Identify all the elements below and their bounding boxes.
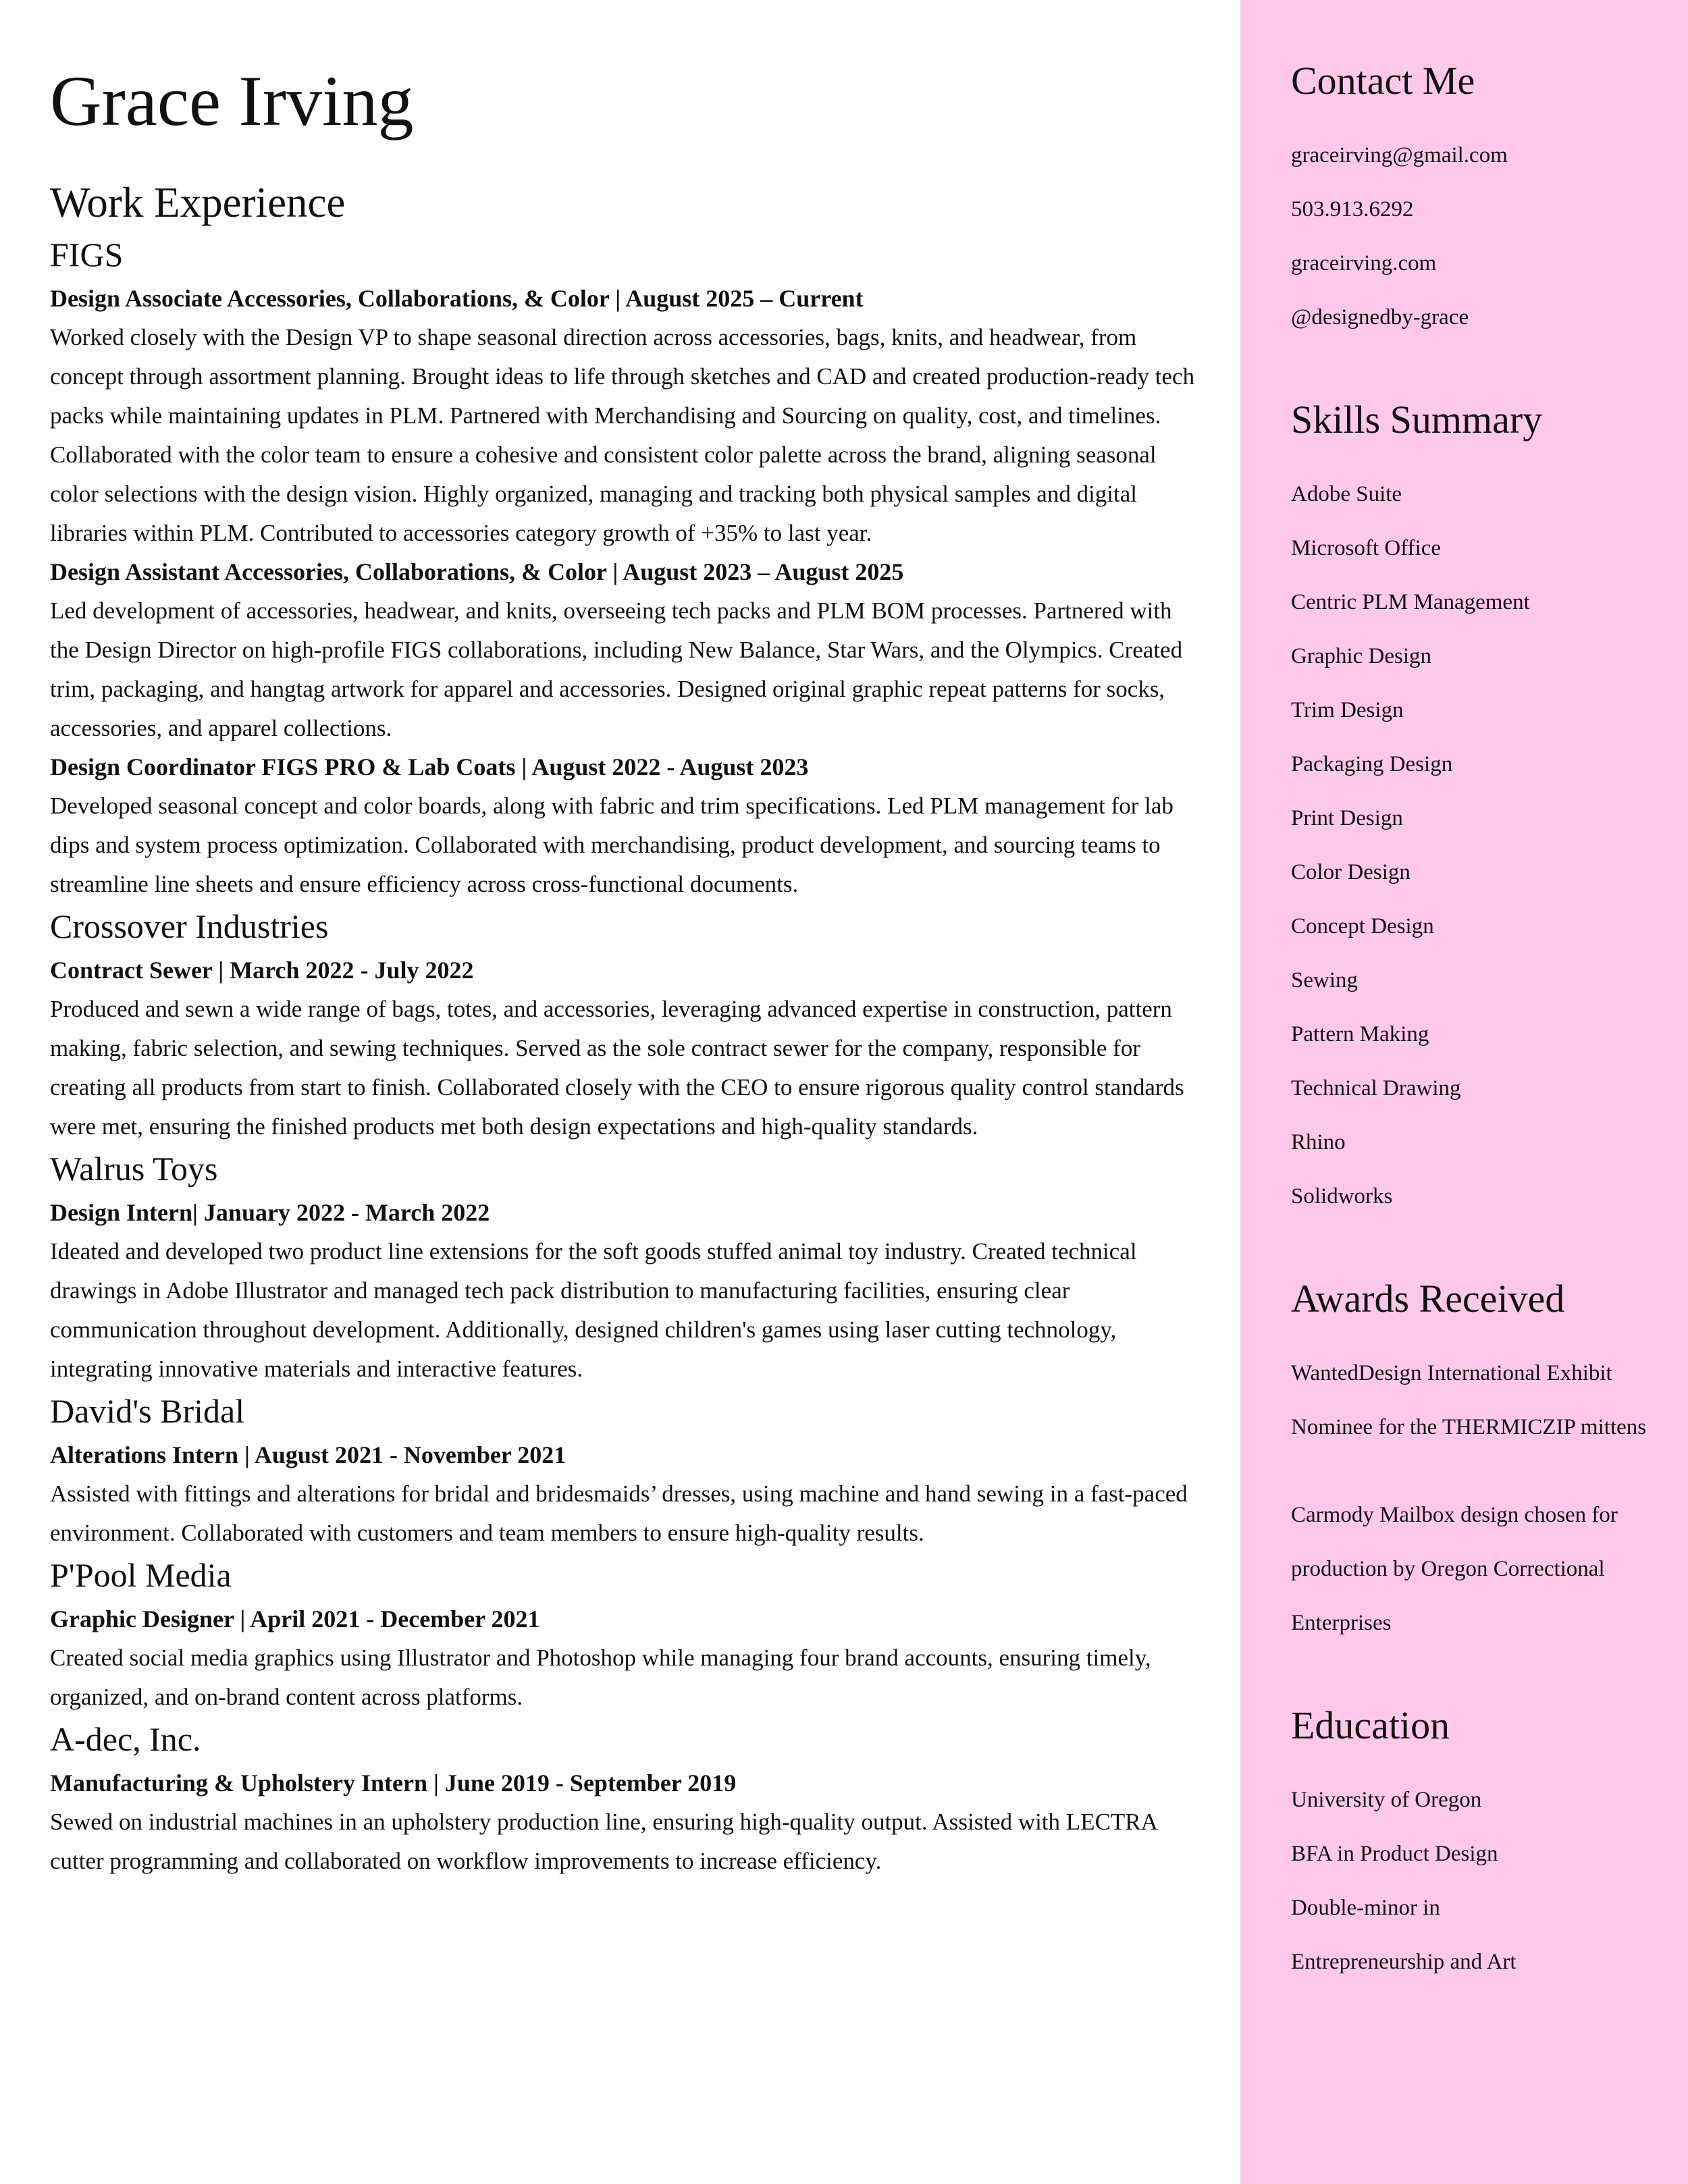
company-name: P'Pool Media — [50, 1556, 232, 1594]
role-description: Assisted with fittings and alterations for bridal and bridesmaids’ dresses, using machine and hand sewing in a fast-paced environment. Collaborated with customers and team members to ensure high-quality results. — [50, 1481, 1188, 1546]
resume-name: Grace Irving — [50, 61, 414, 140]
skill-item: Color Design — [1291, 860, 1410, 884]
role-description: Developed seasonal concept and color boards, along with fabric and trim specifications. Led PLM management for lab dips and system process optimization. Collaborated with merchandising, product development, and sourcing teams to streamline line sheets and ensure efficiency across cross-functional documents. — [50, 793, 1173, 897]
section-title-contact: Contact Me — [1291, 59, 1475, 103]
company-name: Walrus Toys — [50, 1150, 218, 1188]
skill-item: Graphic Design — [1291, 644, 1432, 668]
award-item: WantedDesign International Exhibit Nominee for the THERMICZIP mittens — [1291, 1361, 1647, 1439]
skill-item: Technical Drawing — [1291, 1076, 1461, 1100]
main-column — [50, 61, 1198, 1881]
skill-item: Packaging Design — [1291, 752, 1453, 776]
company-walrus-toys — [50, 1146, 1198, 1389]
role-description: Created social media graphics using Illustrator and Photoshop while managing four brand accounts, ensuring timely, organized, and on-brand content across platforms. — [50, 1645, 1151, 1710]
role-title: Design Assistant Accessories, Collaborations, & Color | August 2023 – August 2025 — [50, 558, 904, 585]
skill-item: Solidworks — [1291, 1184, 1393, 1208]
company-figs — [50, 232, 1198, 904]
contact-social-handle[interactable]: @designedby-grace — [1291, 305, 1469, 329]
education-section — [1291, 1699, 1669, 1989]
role-description: Worked closely with the Design VP to shape seasonal direction across accessories, bags, knits, and headwear, from concept through assortment planning. Brought ideas to life through sketches and CAD and created production-ready tech packs while maintaining updates in PLM. Partnered with Merchandising and Sourcing on quality, cost, and timelines. Collaborated with the color team to ensure a cohesive and consistent color palette across the brand, aligning seasonal color selections with the design vision. Highly organized, managing and tracking both physical samples and digital libraries within PLM. Contributed to accessories category growth of +35% to last year. — [50, 324, 1195, 546]
skills-section — [1291, 393, 1669, 1223]
education-item: Entrepreneurship and Art — [1291, 1950, 1516, 1974]
section-title-skills: Skills Summary — [1291, 398, 1543, 442]
contact-email[interactable]: graceirving@gmail.com — [1291, 143, 1508, 167]
award-item: Carmody Mailbox design chosen for production by Oregon Correctional Enterprises — [1291, 1503, 1618, 1635]
skill-item: Rhino — [1291, 1130, 1346, 1154]
company-ppool-media — [50, 1553, 1198, 1717]
awards-section — [1291, 1272, 1669, 1650]
skill-item: Trim Design — [1291, 698, 1404, 722]
company-name: David's Bridal — [50, 1392, 245, 1430]
role-description: Led development of accessories, headwear, and knits, overseeing tech packs and PLM BOM processes. Partnered with the Design Director on high-profile FIGS collaborations, including New Balance, Star Wars, and the Olympics. Created trim, packaging, and hangtag artwork for apparel and accessories. Designed original graphic repeat patterns for socks, accessories, and apparel collections. — [50, 597, 1183, 741]
role-title: Design Associate Accessories, Collaborations, & Color | August 2025 – Current — [50, 285, 864, 312]
skill-item: Microsoft Office — [1291, 536, 1442, 560]
skill-item: Concept Design — [1291, 914, 1434, 938]
skill-item: Adobe Suite — [1291, 482, 1402, 506]
skill-item: Sewing — [1291, 968, 1358, 992]
role-title: Manufacturing & Upholstery Intern | June 2019 - September 2019 — [50, 1769, 737, 1796]
company-name: FIGS — [50, 236, 124, 273]
role-title: Contract Sewer | March 2022 - July 2022 — [50, 957, 474, 984]
company-crossover-industries — [50, 904, 1198, 1146]
role-description: Ideated and developed two product line extensions for the soft goods stuffed animal toy industry. Created technical drawings in Adobe Illustrator and managed tech pack distribution to manufacturing facilities, ensuring clear communication throughout development. Additionally, designed children's games using laser cutting technology, integrating innovative materials and interactive features. — [50, 1238, 1137, 1382]
skill-item: Centric PLM Management — [1291, 590, 1530, 614]
skill-item: Print Design — [1291, 806, 1403, 830]
education-item: Double-minor in — [1291, 1896, 1440, 1920]
company-a-dec — [50, 1717, 1198, 1881]
company-name: Crossover Industries — [50, 907, 329, 945]
role-description: Produced and sewn a wide range of bags, totes, and accessories, leveraging advanced expertise in construction, pattern making, fabric selection, and sewing techniques. Served as the sole contract sewer for the company, responsible for creating all products from start to finish. Collaborated closely with the CEO to ensure rigorous quality control standards were met, ensuring the finished products met both design expectations and high-quality standards. — [50, 996, 1184, 1140]
education-item: BFA in Product Design — [1291, 1842, 1498, 1866]
contact-section — [1291, 54, 1669, 344]
education-item: University of Oregon — [1291, 1788, 1482, 1812]
skill-item: Pattern Making — [1291, 1022, 1429, 1046]
contact-phone[interactable]: 503.913.6292 — [1291, 197, 1414, 221]
company-davids-bridal — [50, 1389, 1198, 1553]
role-description: Sewed on industrial machines in an upholstery production line, ensuring high-quality output. Assisted with LECTRA cutter programming and collaborated on workflow improvements to increase efficiency. — [50, 1809, 1157, 1874]
sidebar — [1240, 0, 1688, 2184]
role-title: Design Coordinator FIGS PRO & Lab Coats | August 2022 - August 2023 — [50, 753, 809, 780]
role-title: Alterations Intern | August 2021 - November 2021 — [50, 1441, 566, 1468]
role-title: Graphic Designer | April 2021 - December 2021 — [50, 1605, 540, 1632]
company-name: A-dec, Inc. — [50, 1720, 201, 1758]
section-title-work-experience: Work Experience — [50, 179, 346, 226]
role-title: Design Intern| January 2022 - March 2022 — [50, 1199, 490, 1226]
section-title-education: Education — [1291, 1703, 1450, 1747]
section-title-awards: Awards Received — [1291, 1277, 1565, 1321]
contact-website[interactable]: graceirving.com — [1291, 251, 1437, 275]
